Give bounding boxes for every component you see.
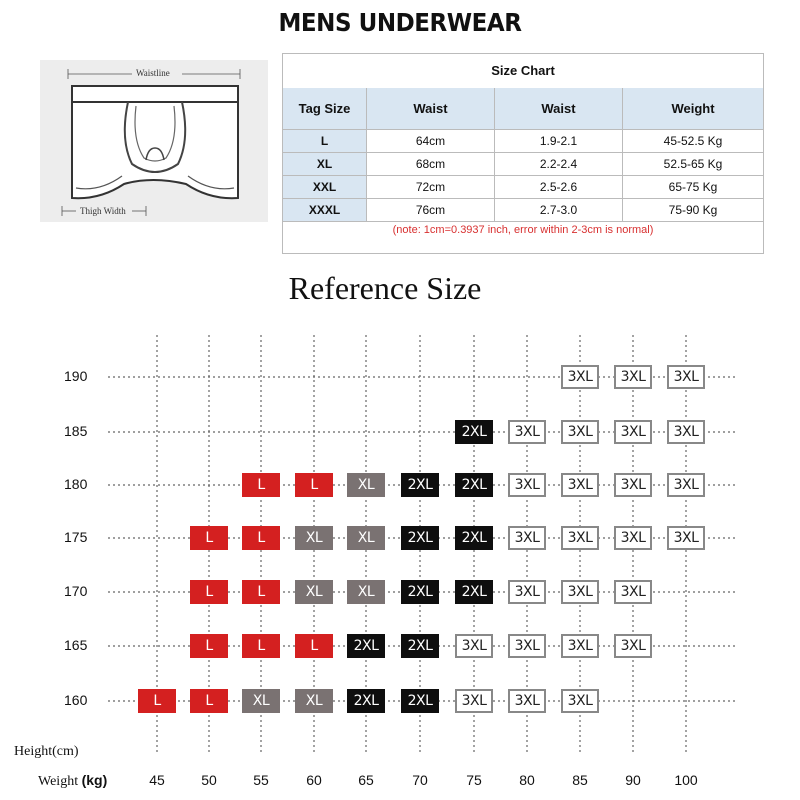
- weight-tick-label: 55: [253, 772, 269, 788]
- size-badge-2xl: 2XL: [347, 634, 385, 658]
- size-badge-2xl: 2XL: [401, 634, 439, 658]
- size-badge-3xl: 3XL: [508, 526, 546, 550]
- size-badge-l: L: [295, 473, 333, 497]
- size-badge-3xl: 3XL: [561, 365, 599, 389]
- height-axis-caption: Height(cm): [14, 744, 79, 759]
- size-badge-3xl: 3XL: [561, 689, 599, 713]
- weight-tick-label: 80: [519, 772, 535, 788]
- size-chart-cell: 45-52.5 Kg: [623, 130, 763, 153]
- weight-tick-label: 45: [149, 772, 165, 788]
- size-badge-xl: XL: [347, 473, 385, 497]
- size-badge-xl: XL: [295, 689, 333, 713]
- size-chart-cell: 2.5-2.6: [495, 176, 623, 199]
- size-badge-3xl: 3XL: [508, 634, 546, 658]
- weight-tick-label: 50: [201, 772, 217, 788]
- size-badge-3xl: 3XL: [667, 365, 705, 389]
- size-badge-3xl: 3XL: [508, 473, 546, 497]
- tag-size-cell: XXXL: [283, 199, 367, 222]
- size-chart-cell: 75-90 Kg: [623, 199, 763, 222]
- size-chart-cell: 1.9-2.1: [495, 130, 623, 153]
- tag-size-cell: XL: [283, 153, 367, 176]
- size-badge-3xl: 3XL: [667, 473, 705, 497]
- size-badge-3xl: 3XL: [561, 634, 599, 658]
- weight-axis-word: Weight: [38, 774, 79, 789]
- size-chart-cell: 76cm: [367, 199, 495, 222]
- weight-axis-unit: (kg): [81, 772, 108, 788]
- reference-size-title: Reference Size: [288, 270, 482, 306]
- size-badge-3xl: 3XL: [614, 526, 652, 550]
- size-badge-3xl: 3XL: [667, 420, 705, 444]
- size-chart-cell: 52.5-65 Kg: [623, 153, 763, 176]
- size-badge-3xl: 3XL: [561, 420, 599, 444]
- size-chart-header-cell: Weight: [623, 88, 763, 130]
- size-chart-cell: 64cm: [367, 130, 495, 153]
- size-badge-3xl: 3XL: [614, 580, 652, 604]
- size-chart-cell: 72cm: [367, 176, 495, 199]
- size-badge-3xl: 3XL: [561, 580, 599, 604]
- size-badge-l: L: [190, 689, 228, 713]
- size-badge-3xl: 3XL: [455, 689, 493, 713]
- weight-tick-label: 70: [412, 772, 428, 788]
- size-badge-2xl: 2XL: [401, 473, 439, 497]
- waistline-label: Waistline: [136, 68, 170, 78]
- size-badge-2xl: 2XL: [455, 580, 493, 604]
- height-tick-label: 170: [64, 583, 88, 599]
- height-tick-label: 190: [64, 368, 88, 384]
- size-badge-2xl: 2XL: [455, 473, 493, 497]
- size-badge-3xl: 3XL: [667, 526, 705, 550]
- size-badge-l: L: [242, 634, 280, 658]
- height-tick-label: 175: [64, 529, 88, 545]
- size-badge-l: L: [242, 580, 280, 604]
- size-badge-3xl: 3XL: [614, 634, 652, 658]
- height-tick-label: 180: [64, 476, 88, 492]
- size-badge-xl: XL: [295, 580, 333, 604]
- size-badge-l: L: [190, 634, 228, 658]
- weight-tick-label: 85: [572, 772, 588, 788]
- weight-tick-label: 100: [674, 772, 698, 788]
- size-chart-cell: 65-75 Kg: [623, 176, 763, 199]
- tag-size-cell: XXL: [283, 176, 367, 199]
- size-chart-header-cell: Tag Size: [283, 88, 367, 130]
- size-badge-l: L: [190, 526, 228, 550]
- size-badge-l: L: [242, 473, 280, 497]
- size-badge-xl: XL: [347, 526, 385, 550]
- weight-tick-label: 60: [306, 772, 322, 788]
- size-badge-l: L: [295, 634, 333, 658]
- size-badge-l: L: [242, 526, 280, 550]
- size-badge-2xl: 2XL: [455, 526, 493, 550]
- weight-tick-label: 75: [466, 772, 482, 788]
- size-badge-3xl: 3XL: [508, 420, 546, 444]
- size-badge-l: L: [190, 580, 228, 604]
- size-badge-3xl: 3XL: [561, 473, 599, 497]
- size-chart-caption: Size Chart: [283, 54, 763, 89]
- size-badge-3xl: 3XL: [561, 526, 599, 550]
- height-tick-label: 165: [64, 637, 88, 653]
- height-tick-label: 160: [64, 692, 88, 708]
- size-badge-3xl: 3XL: [614, 473, 652, 497]
- size-badge-3xl: 3XL: [614, 365, 652, 389]
- size-badge-2xl: 2XL: [455, 420, 493, 444]
- size-badge-xl: XL: [295, 526, 333, 550]
- size-badge-xl: XL: [242, 689, 280, 713]
- size-chart-cell: 2.2-2.4: [495, 153, 623, 176]
- size-badge-3xl: 3XL: [508, 580, 546, 604]
- size-badge-3xl: 3XL: [508, 689, 546, 713]
- tag-size-cell: L: [283, 130, 367, 153]
- size-badge-l: L: [138, 689, 176, 713]
- size-badge-2xl: 2XL: [401, 689, 439, 713]
- size-chart-cell: 2.7-3.0: [495, 199, 623, 222]
- size-chart-cell: 68cm: [367, 153, 495, 176]
- thigh-width-label: Thigh Width: [80, 206, 126, 216]
- size-chart-note: (note: 1cm=0.3937 inch, error within 2-3cm is normal): [392, 224, 654, 236]
- size-badge-2xl: 2XL: [401, 526, 439, 550]
- size-chart-header-cell: Waist: [367, 88, 495, 130]
- size-badge-3xl: 3XL: [614, 420, 652, 444]
- size-badge-2xl: 2XL: [347, 689, 385, 713]
- height-tick-label: 185: [64, 423, 88, 439]
- size-badge-xl: XL: [347, 580, 385, 604]
- weight-tick-label: 90: [625, 772, 641, 788]
- page-title: MENS UNDERWEAR: [278, 8, 522, 37]
- weight-tick-label: 65: [358, 772, 374, 788]
- size-badge-3xl: 3XL: [455, 634, 493, 658]
- weight-axis-caption: [38, 772, 107, 790]
- size-badge-2xl: 2XL: [401, 580, 439, 604]
- size-chart-header-cell: Waist: [495, 88, 623, 130]
